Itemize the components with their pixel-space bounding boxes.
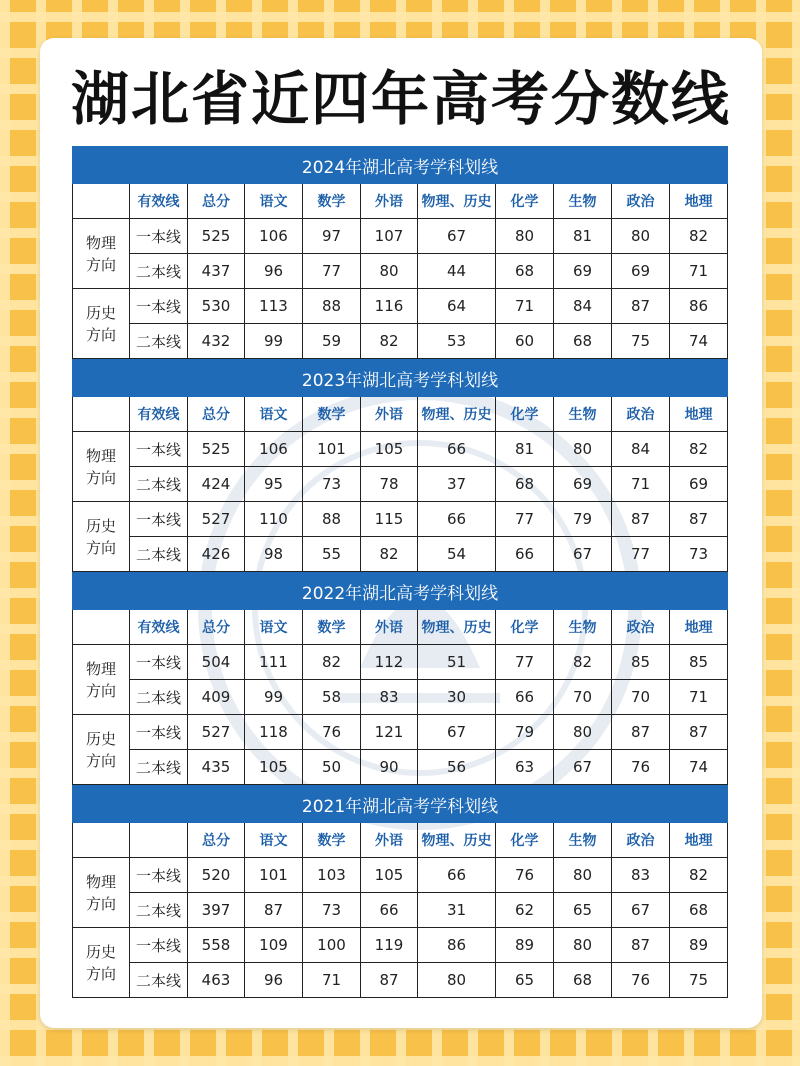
score-cell: 85	[670, 645, 728, 680]
header-row	[73, 184, 728, 219]
table-row	[73, 715, 728, 750]
score-cell: 66	[418, 432, 496, 467]
score-cell: 30	[418, 680, 496, 715]
line-label: 二本线	[130, 254, 188, 289]
line-label: 二本线	[130, 750, 188, 785]
year-title: 2021年湖北高考学科划线	[73, 786, 728, 823]
table-row	[73, 537, 728, 572]
score-cell: 96	[245, 963, 303, 998]
direction-line: 物理	[85, 446, 116, 465]
score-cell: 64	[418, 289, 496, 324]
score-cell: 504	[188, 645, 245, 680]
score-cell: 68	[554, 963, 612, 998]
table-row	[73, 963, 728, 998]
score-cell: 76	[303, 715, 361, 750]
score-cell: 112	[361, 645, 418, 680]
score-cell: 437	[188, 254, 245, 289]
score-cell: 105	[245, 750, 303, 785]
score-cell: 107	[361, 219, 418, 254]
score-cell: 116	[361, 289, 418, 324]
score-cell: 79	[496, 715, 554, 750]
score-cell: 105	[361, 432, 418, 467]
direction-label	[73, 502, 130, 572]
score-cell: 62	[496, 893, 554, 928]
score-cell: 88	[303, 502, 361, 537]
table-row	[73, 254, 728, 289]
score-cell: 80	[496, 219, 554, 254]
column-header: 地理	[670, 184, 728, 219]
score-cell: 119	[361, 928, 418, 963]
score-cell: 99	[245, 324, 303, 359]
column-header: 政治	[612, 610, 670, 645]
year-title-row	[73, 786, 728, 823]
score-cell: 80	[361, 254, 418, 289]
score-cell: 50	[303, 750, 361, 785]
score-cell: 77	[496, 645, 554, 680]
header-row	[73, 397, 728, 432]
score-cell: 80	[554, 715, 612, 750]
score-cell: 87	[612, 502, 670, 537]
table-row	[73, 680, 728, 715]
column-header: 生物	[554, 823, 612, 858]
direction-line: 方向	[85, 894, 116, 913]
score-cell: 80	[554, 432, 612, 467]
direction-label	[73, 645, 130, 715]
score-cell: 82	[670, 432, 728, 467]
column-header: 有效线	[130, 610, 188, 645]
table-row	[73, 219, 728, 254]
score-cell: 435	[188, 750, 245, 785]
score-cell: 70	[612, 680, 670, 715]
direction-line: 方向	[85, 255, 116, 274]
column-header: 生物	[554, 610, 612, 645]
score-cell: 88	[303, 289, 361, 324]
score-cell: 106	[245, 432, 303, 467]
direction-line: 方向	[85, 964, 116, 983]
score-cell: 69	[554, 467, 612, 502]
column-header: 化学	[496, 184, 554, 219]
score-cell: 67	[554, 537, 612, 572]
score-cell: 66	[361, 893, 418, 928]
score-cell: 87	[245, 893, 303, 928]
score-cell: 55	[303, 537, 361, 572]
score-cell: 80	[554, 858, 612, 893]
score-cell: 68	[496, 254, 554, 289]
score-cell: 83	[612, 858, 670, 893]
direction-line: 方向	[85, 468, 116, 487]
score-cell: 105	[361, 858, 418, 893]
header-row	[73, 610, 728, 645]
score-cell: 58	[303, 680, 361, 715]
score-cell: 409	[188, 680, 245, 715]
score-cell: 95	[245, 467, 303, 502]
score-cell: 426	[188, 537, 245, 572]
line-label: 一本线	[130, 715, 188, 750]
column-header: 政治	[612, 184, 670, 219]
score-cell: 68	[554, 324, 612, 359]
score-cell: 59	[303, 324, 361, 359]
table-row	[73, 928, 728, 963]
column-header: 化学	[496, 823, 554, 858]
score-cell: 51	[418, 645, 496, 680]
score-cell: 67	[554, 750, 612, 785]
score-cell: 53	[418, 324, 496, 359]
year-table-0	[72, 146, 728, 359]
line-label: 二本线	[130, 467, 188, 502]
score-cell: 525	[188, 432, 245, 467]
score-card	[40, 38, 762, 1028]
column-header: 地理	[670, 610, 728, 645]
score-cell: 80	[418, 963, 496, 998]
score-cell: 79	[554, 502, 612, 537]
score-cell: 81	[496, 432, 554, 467]
column-header: 总分	[188, 823, 245, 858]
score-cell: 520	[188, 858, 245, 893]
direction-line: 方向	[85, 325, 116, 344]
header-corner	[73, 610, 130, 645]
column-header: 政治	[612, 397, 670, 432]
score-cell: 106	[245, 219, 303, 254]
score-cell: 71	[670, 680, 728, 715]
score-cell: 118	[245, 715, 303, 750]
score-cell: 99	[245, 680, 303, 715]
column-header: 语文	[245, 184, 303, 219]
score-cell: 85	[612, 645, 670, 680]
table-row	[73, 502, 728, 537]
direction-line: 历史	[85, 729, 116, 748]
score-cell: 73	[303, 893, 361, 928]
line-label: 一本线	[130, 928, 188, 963]
line-label: 二本线	[130, 537, 188, 572]
table-row	[73, 324, 728, 359]
score-cell: 75	[670, 963, 728, 998]
score-cell: 80	[612, 219, 670, 254]
line-label: 二本线	[130, 680, 188, 715]
score-cell: 432	[188, 324, 245, 359]
column-header: 总分	[188, 610, 245, 645]
table-row	[73, 432, 728, 467]
column-header: 数学	[303, 397, 361, 432]
score-cell: 65	[554, 893, 612, 928]
direction-label	[73, 289, 130, 359]
score-tables	[72, 146, 725, 998]
score-cell: 100	[303, 928, 361, 963]
score-cell: 97	[303, 219, 361, 254]
score-cell: 73	[303, 467, 361, 502]
score-cell: 84	[612, 432, 670, 467]
score-cell: 66	[496, 537, 554, 572]
score-cell: 76	[496, 858, 554, 893]
header-blank	[130, 823, 188, 858]
direction-line: 物理	[85, 872, 116, 891]
table-row	[73, 289, 728, 324]
score-cell: 87	[612, 289, 670, 324]
score-cell: 69	[612, 254, 670, 289]
score-cell: 109	[245, 928, 303, 963]
column-header: 物理、历史	[418, 610, 496, 645]
line-label: 一本线	[130, 289, 188, 324]
score-cell: 73	[670, 537, 728, 572]
score-cell: 60	[496, 324, 554, 359]
year-title-row	[73, 147, 728, 184]
score-cell: 37	[418, 467, 496, 502]
score-cell: 69	[554, 254, 612, 289]
column-header: 数学	[303, 610, 361, 645]
score-cell: 77	[303, 254, 361, 289]
column-header: 政治	[612, 823, 670, 858]
score-cell: 424	[188, 467, 245, 502]
column-header: 生物	[554, 397, 612, 432]
score-cell: 111	[245, 645, 303, 680]
score-cell: 86	[670, 289, 728, 324]
direction-line: 物理	[85, 233, 116, 252]
column-header: 总分	[188, 184, 245, 219]
score-cell: 115	[361, 502, 418, 537]
score-cell: 397	[188, 893, 245, 928]
score-cell: 82	[670, 858, 728, 893]
column-header: 物理、历史	[418, 823, 496, 858]
score-cell: 65	[496, 963, 554, 998]
column-header: 语文	[245, 397, 303, 432]
table-row	[73, 858, 728, 893]
column-header: 语文	[245, 610, 303, 645]
direction-line: 历史	[85, 942, 116, 961]
direction-line: 方向	[85, 681, 116, 700]
score-cell: 81	[554, 219, 612, 254]
score-cell: 558	[188, 928, 245, 963]
score-cell: 101	[303, 432, 361, 467]
line-label: 一本线	[130, 219, 188, 254]
year-table-1	[72, 359, 728, 572]
score-cell: 103	[303, 858, 361, 893]
column-header: 有效线	[130, 184, 188, 219]
score-cell: 82	[554, 645, 612, 680]
score-cell: 83	[361, 680, 418, 715]
score-cell: 82	[670, 219, 728, 254]
line-label: 一本线	[130, 432, 188, 467]
score-cell: 68	[496, 467, 554, 502]
score-cell: 70	[554, 680, 612, 715]
direction-line: 方向	[85, 751, 116, 770]
score-cell: 67	[418, 219, 496, 254]
column-header: 物理、历史	[418, 184, 496, 219]
table-row	[73, 750, 728, 785]
header-row	[73, 823, 728, 858]
column-header: 地理	[670, 397, 728, 432]
line-label: 二本线	[130, 893, 188, 928]
column-header: 数学	[303, 823, 361, 858]
score-cell: 69	[670, 467, 728, 502]
year-title-row	[73, 360, 728, 397]
score-cell: 113	[245, 289, 303, 324]
column-header: 生物	[554, 184, 612, 219]
score-cell: 63	[496, 750, 554, 785]
year-title-row	[73, 573, 728, 610]
line-label: 一本线	[130, 645, 188, 680]
score-cell: 98	[245, 537, 303, 572]
score-cell: 68	[670, 893, 728, 928]
score-cell: 84	[554, 289, 612, 324]
table-row	[73, 893, 728, 928]
score-cell: 527	[188, 715, 245, 750]
score-cell: 87	[670, 715, 728, 750]
table-row	[73, 467, 728, 502]
direction-line: 方向	[85, 538, 116, 557]
score-cell: 77	[496, 502, 554, 537]
column-header: 外语	[361, 397, 418, 432]
score-cell: 71	[670, 254, 728, 289]
direction-line: 历史	[85, 516, 116, 535]
score-cell: 96	[245, 254, 303, 289]
column-header: 化学	[496, 610, 554, 645]
score-cell: 67	[612, 893, 670, 928]
score-cell: 71	[496, 289, 554, 324]
score-cell: 86	[418, 928, 496, 963]
column-header: 外语	[361, 823, 418, 858]
score-cell: 76	[612, 963, 670, 998]
score-cell: 76	[612, 750, 670, 785]
score-cell: 66	[418, 502, 496, 537]
score-cell: 463	[188, 963, 245, 998]
score-cell: 71	[612, 467, 670, 502]
score-cell: 31	[418, 893, 496, 928]
column-header: 数学	[303, 184, 361, 219]
score-cell: 87	[670, 502, 728, 537]
direction-label	[73, 715, 130, 785]
direction-label	[73, 858, 130, 928]
score-cell: 121	[361, 715, 418, 750]
year-table-2	[72, 572, 728, 785]
table-row	[73, 645, 728, 680]
direction-line: 历史	[85, 303, 116, 322]
score-cell: 75	[612, 324, 670, 359]
column-header: 总分	[188, 397, 245, 432]
score-cell: 66	[496, 680, 554, 715]
year-title: 2023年湖北高考学科划线	[73, 360, 728, 397]
score-cell: 66	[418, 858, 496, 893]
score-cell: 74	[670, 750, 728, 785]
score-cell: 89	[496, 928, 554, 963]
header-corner	[73, 184, 130, 219]
line-label: 二本线	[130, 963, 188, 998]
score-cell: 82	[303, 645, 361, 680]
direction-line: 物理	[85, 659, 116, 678]
score-cell: 54	[418, 537, 496, 572]
score-cell: 110	[245, 502, 303, 537]
score-cell: 77	[612, 537, 670, 572]
direction-label	[73, 219, 130, 289]
score-cell: 530	[188, 289, 245, 324]
year-table-3	[72, 785, 728, 998]
line-label: 一本线	[130, 858, 188, 893]
year-title: 2024年湖北高考学科划线	[73, 147, 728, 184]
score-cell: 74	[670, 324, 728, 359]
score-cell: 87	[612, 715, 670, 750]
score-cell: 67	[418, 715, 496, 750]
score-cell: 44	[418, 254, 496, 289]
score-cell: 71	[303, 963, 361, 998]
score-cell: 90	[361, 750, 418, 785]
direction-label	[73, 928, 130, 998]
header-corner	[73, 397, 130, 432]
column-header: 物理、历史	[418, 397, 496, 432]
score-cell: 87	[361, 963, 418, 998]
column-header: 有效线	[130, 397, 188, 432]
score-cell: 78	[361, 467, 418, 502]
column-header: 地理	[670, 823, 728, 858]
score-cell: 87	[612, 928, 670, 963]
score-cell: 527	[188, 502, 245, 537]
column-header: 外语	[361, 610, 418, 645]
column-header: 外语	[361, 184, 418, 219]
score-cell: 82	[361, 324, 418, 359]
column-header: 化学	[496, 397, 554, 432]
score-cell: 56	[418, 750, 496, 785]
score-cell: 101	[245, 858, 303, 893]
score-cell: 82	[361, 537, 418, 572]
column-header: 语文	[245, 823, 303, 858]
year-title: 2022年湖北高考学科划线	[73, 573, 728, 610]
score-cell: 80	[554, 928, 612, 963]
header-corner	[73, 823, 130, 858]
page-title: 湖北省近四年高考分数线	[70, 65, 731, 133]
score-cell: 89	[670, 928, 728, 963]
line-label: 一本线	[130, 502, 188, 537]
direction-label	[73, 432, 130, 502]
score-cell: 525	[188, 219, 245, 254]
line-label: 二本线	[130, 324, 188, 359]
